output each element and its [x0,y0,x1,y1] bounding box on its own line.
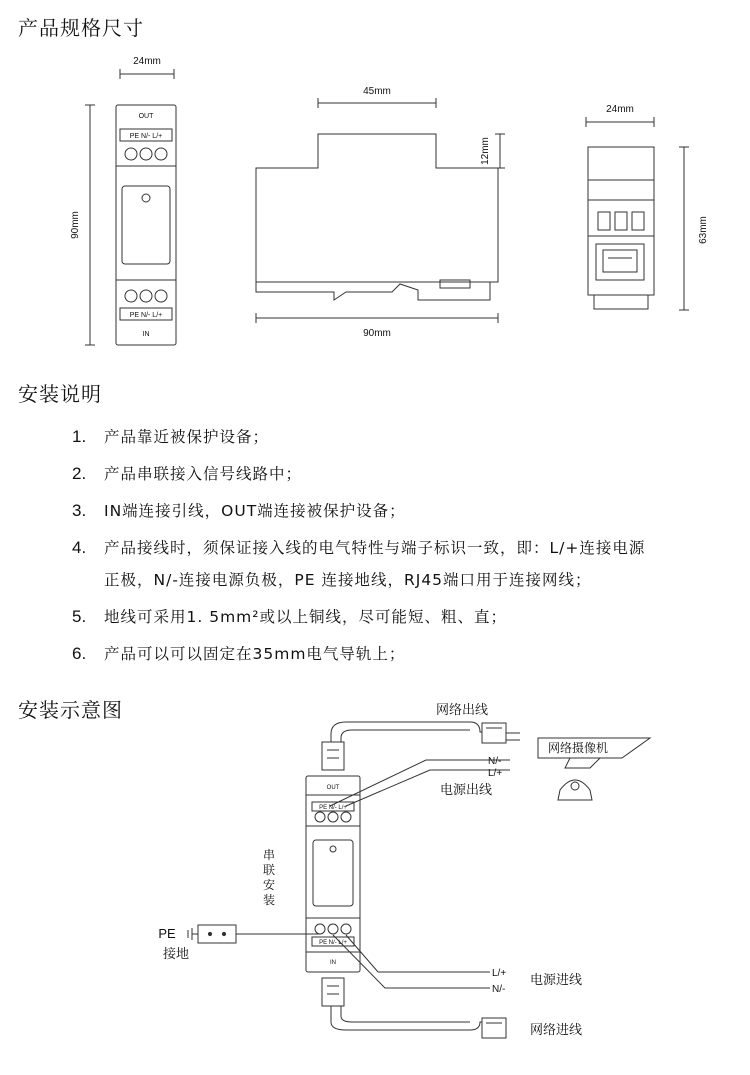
instruction-6: 6. 产品可以可以固定在35mm电气导轨上； [72,644,406,663]
series-install-label: 串联安装 [263,848,276,907]
side-length-label: 90mm [363,328,391,339]
diagram-terminal-top: PE N/- L/+ [319,805,347,811]
pe-label: PE [158,926,176,941]
diagram-out-label: OUT [326,785,340,791]
n-minus-in-label: N/- [492,984,506,995]
power-in-label: 电源进线 [530,972,583,987]
dimensions-title: 产品规格尺寸 [18,16,144,40]
front-out-label: OUT [138,113,154,120]
side-step-label: 12mm [480,137,491,165]
instruction-3: 3. IN端连接引线，OUT端连接被保护设备； [72,501,406,520]
diagram-title: 安装示意图 [18,698,123,722]
n-minus-out-label: N/- [488,756,502,767]
front-terminal-top: PE N/- L/+ [129,133,163,140]
instruction-4: 4. 产品接线时，须保证接入线的电气特性与端子标识一致，即：L/+连接电源 正极，N/-连接电源负极，PE 连接地线，RJ45端口用于连接网线； [72,538,646,589]
net-out-label: 网络出线 [435,702,489,717]
dimension-drawings [0,0,750,360]
front-terminal-bottom: PE N/- L/+ [129,312,163,319]
side-width-label: 45mm [363,86,391,97]
instruction-2: 2. 产品串联接入信号线路中； [72,464,303,483]
end-view [586,117,689,310]
l-plus-out-label: L/+ [488,768,503,779]
l-plus-in-label: L/+ [492,968,507,979]
diagram-in-label: IN [330,960,336,966]
front-view [85,69,176,345]
camera-label: 网络摄像机 [547,741,609,755]
end-width-label: 24mm [606,104,634,115]
diagram-terminal-bottom: PE N/- L/+ [319,940,347,946]
net-in-label: 网络进线 [530,1022,583,1037]
front-height-label: 90mm [70,211,81,239]
front-in-label: IN [142,331,150,338]
instruction-1: 1. 产品靠近被保护设备； [72,427,270,446]
install-title: 安装说明 [18,382,102,406]
end-height-label: 63mm [698,216,709,244]
power-out-label: 电源出线 [439,782,493,797]
instruction-5: 5. 地线可采用1. 5mm²或以上铜线，尽可能短、粗、直； [72,607,507,626]
side-view [256,98,505,323]
front-width-label: 24mm [133,56,161,67]
ground-label: 接地 [162,946,190,961]
